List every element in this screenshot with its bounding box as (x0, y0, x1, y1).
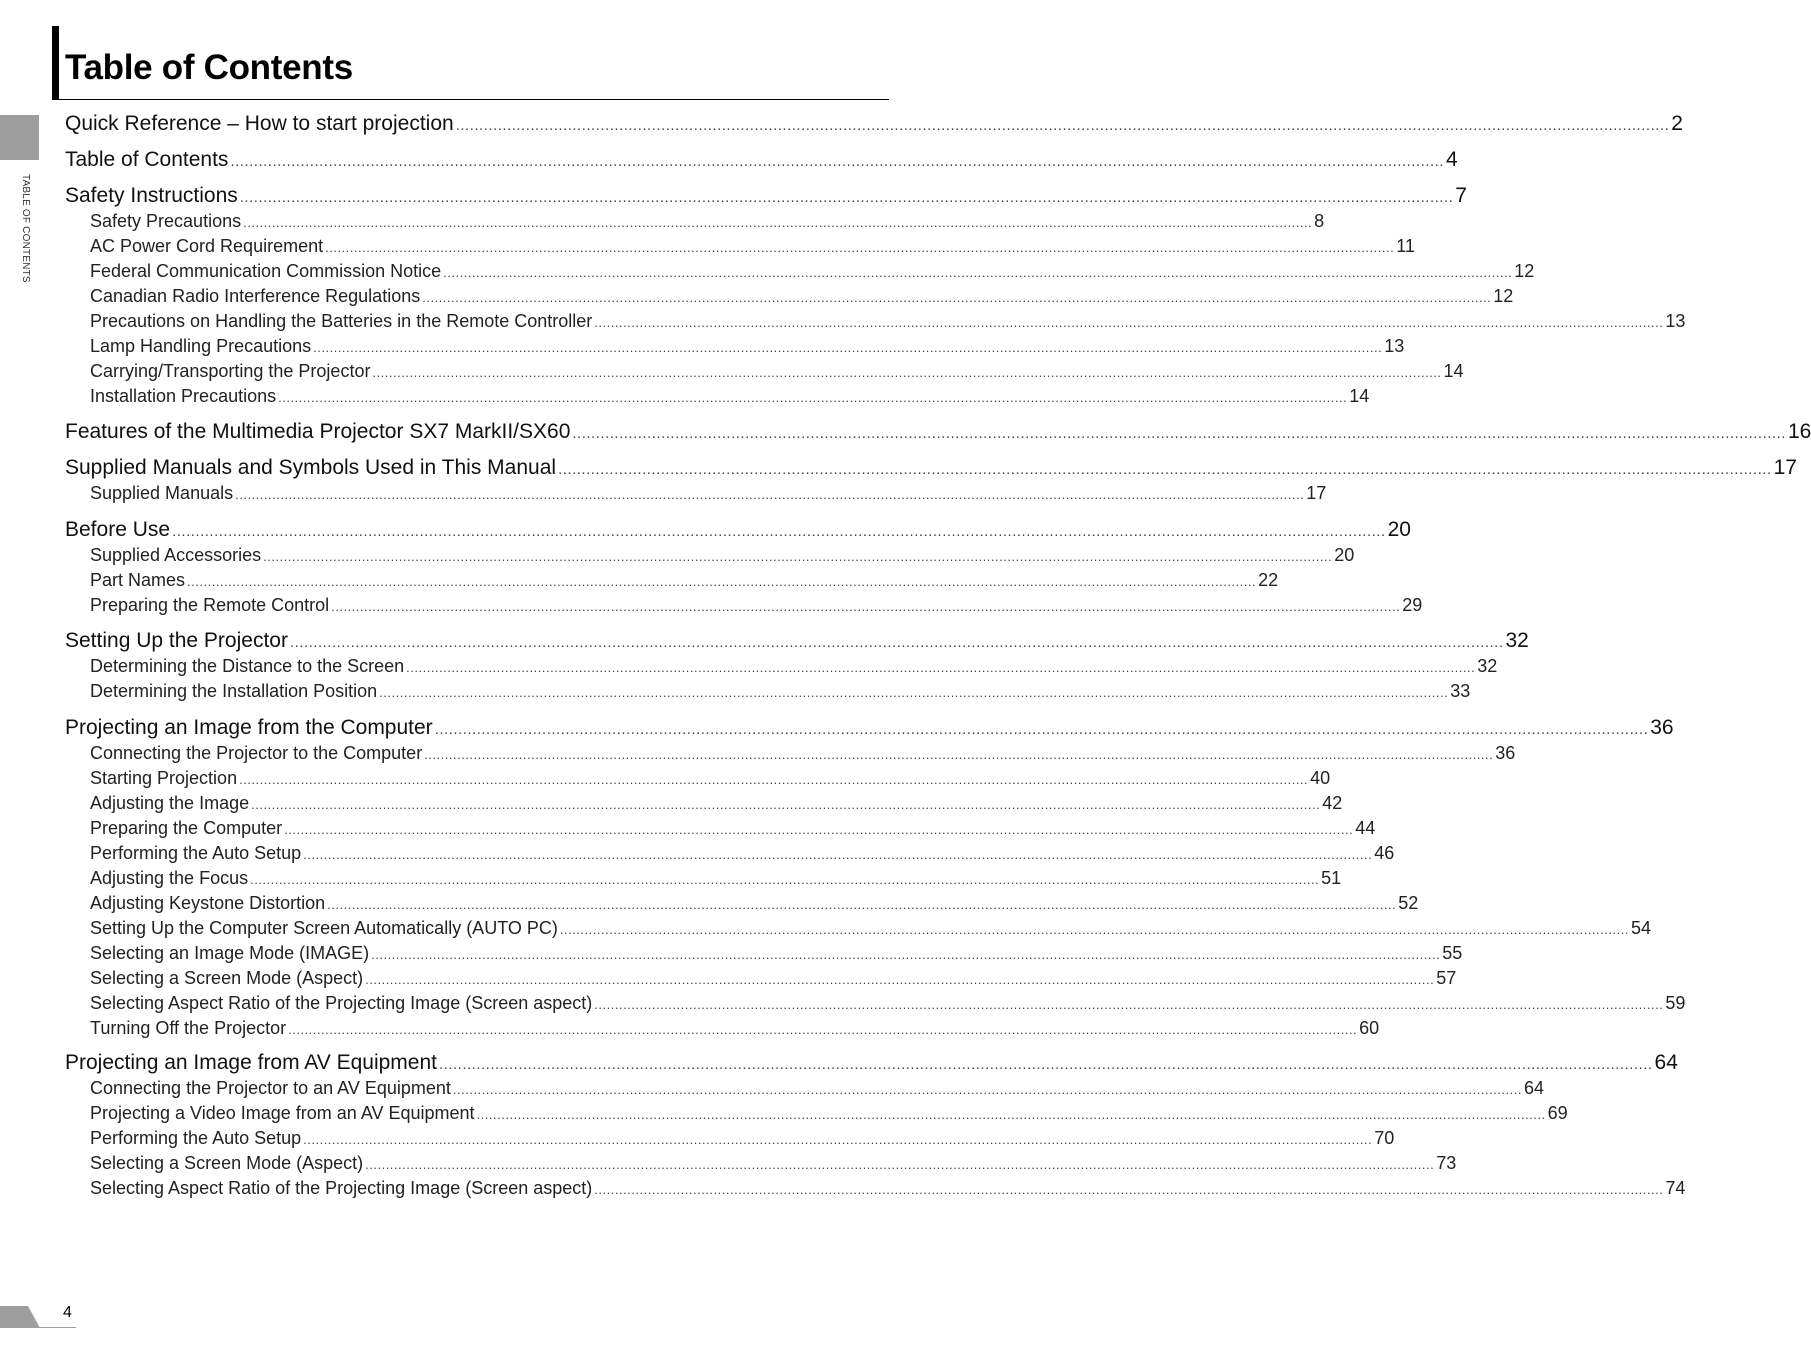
toc-entry-label: Projecting an Image from the Computer (65, 716, 433, 739)
toc-subentry[interactable] (90, 654, 1498, 679)
toc-page-number: 64 (1654, 1051, 1678, 1074)
toc-page-number: 52 (1398, 893, 1419, 913)
toc-page-number: 17 (1306, 483, 1327, 503)
toc-subentry[interactable] (90, 766, 1331, 791)
toc-page-number: 29 (1402, 595, 1423, 615)
toc-subentry[interactable] (90, 941, 1463, 966)
toc-subentry[interactable] (90, 1101, 1568, 1126)
toc-page-number: 36 (1495, 743, 1516, 763)
toc-entry-label: Supplied Manuals (90, 483, 234, 503)
toc-leader-dots: .................................................................................................................................................................................................................................................................... (239, 189, 1454, 206)
toc-entry[interactable] (65, 182, 1467, 210)
toc-leader-dots: .................................................................................................................................................................................................................................................................... (455, 117, 1670, 134)
toc-leader-dots: .................................................................................................................................................................................................................................................................... (327, 897, 1397, 912)
toc-entry-label: Precautions on Handling the Batteries in the Remote Controller (90, 311, 593, 331)
toc-entry-label: Safety Precautions (90, 211, 242, 231)
toc-entry-label: Selecting an Image Mode (IMAGE) (90, 943, 370, 963)
toc-leader-dots: .................................................................................................................................................................................................................................................................... (443, 265, 1513, 280)
toc-entry[interactable] (65, 627, 1529, 655)
toc-page-number: 57 (1436, 968, 1457, 988)
toc-entry[interactable] (65, 418, 1811, 446)
toc-leader-dots: .................................................................................................................................................................................................................................................................... (331, 599, 1401, 614)
toc-leader-dots: .................................................................................................................................................................................................................................................................... (559, 922, 1629, 937)
toc-subentry[interactable] (90, 891, 1419, 916)
toc-page-number: 2 (1671, 112, 1683, 135)
toc-subentry[interactable] (90, 593, 1423, 618)
toc-entry-label: Supplied Accessories (90, 545, 262, 565)
toc-subentry[interactable] (90, 841, 1395, 866)
toc-entry-label: Turning Off the Projector (90, 1018, 287, 1038)
toc-leader-dots: .................................................................................................................................................................................................................................................................... (250, 872, 1320, 887)
toc-leader-dots: .................................................................................................................................................................................................................................................................... (438, 1056, 1653, 1073)
toc-entry-label: Determining the Installation Position (90, 681, 378, 701)
toc-leader-dots: .................................................................................................................................................................................................................................................................... (313, 340, 1383, 355)
toc-leader-dots: .................................................................................................................................................................................................................................................................... (303, 847, 1373, 862)
toc-leader-dots: .................................................................................................................................................................................................................................................................... (372, 365, 1442, 380)
toc-entry-label: AC Power Cord Requirement (90, 236, 324, 256)
toc-entry-label: Part Names (90, 570, 186, 590)
toc-leader-dots: .................................................................................................................................................................................................................................................................... (379, 685, 1449, 700)
toc-leader-dots: .................................................................................................................................................................................................................................................................... (284, 822, 1354, 837)
toc-page-number: 20 (1334, 545, 1355, 565)
toc-page-number: 60 (1359, 1018, 1380, 1038)
toc-entry-label: Starting Projection (90, 768, 238, 788)
toc-subentry[interactable] (90, 916, 1651, 941)
title-underline (52, 99, 889, 100)
title-accent-bar (52, 26, 59, 100)
toc-leader-dots: .................................................................................................................................................................................................................................................................... (594, 315, 1664, 330)
toc-page-number: 59 (1665, 993, 1686, 1013)
toc-entry-label: Selecting a Screen Mode (Aspect) (90, 1153, 364, 1173)
toc-leader-dots: .................................................................................................................................................................................................................................................................... (422, 290, 1492, 305)
toc-entry-label: Performing the Auto Setup (90, 1128, 302, 1148)
toc-subentry[interactable] (90, 1176, 1686, 1201)
toc-leader-dots: .................................................................................................................................................................................................................................................................... (187, 574, 1257, 589)
toc-page-number: 44 (1355, 818, 1376, 838)
toc-leader-dots: .................................................................................................................................................................................................................................................................... (452, 1082, 1522, 1097)
toc-entry-label: Preparing the Computer (90, 818, 283, 838)
toc-subentry[interactable] (90, 384, 1370, 409)
toc-page-number: 12 (1493, 286, 1514, 306)
page-number: 4 (63, 1304, 72, 1321)
page-title: Table of Contents (65, 48, 353, 87)
toc-entry-label: Quick Reference – How to start projection (65, 112, 454, 135)
toc-subentry[interactable] (90, 284, 1514, 309)
toc-subentry[interactable] (90, 741, 1516, 766)
toc-entry-label: Performing the Auto Setup (90, 843, 302, 863)
toc-page-number: 16 (1787, 420, 1811, 443)
toc-page-number: 74 (1665, 1178, 1686, 1198)
toc-subentry[interactable] (90, 334, 1405, 359)
toc-page-number: 8 (1314, 211, 1325, 231)
toc-subentry[interactable] (90, 816, 1376, 841)
toc-page-number: 42 (1322, 793, 1343, 813)
toc-entry-label: Projecting an Image from AV Equipment (65, 1051, 437, 1074)
toc-entry-label: Federal Communication Commission Notice (90, 261, 442, 281)
toc-subentry[interactable] (90, 259, 1535, 284)
toc-subentry[interactable] (90, 481, 1327, 506)
toc-entry-label: Connecting the Projector to an AV Equipment (90, 1078, 451, 1098)
toc-leader-dots: .................................................................................................................................................................................................................................................................... (434, 721, 1649, 738)
toc-page-number: 4 (1445, 148, 1458, 171)
toc-page-number: 17 (1773, 456, 1797, 479)
toc-page-number: 32 (1505, 629, 1529, 652)
toc-leader-dots: .................................................................................................................................................................................................................................................................... (572, 425, 1786, 442)
toc-page-number: 22 (1258, 570, 1279, 590)
toc-leader-dots: .................................................................................................................................................................................................................................................................... (263, 549, 1333, 564)
toc-entry[interactable] (65, 1049, 1678, 1077)
toc-page-number: 11 (1396, 236, 1415, 256)
toc-entry[interactable] (65, 146, 1458, 174)
toc-subentry[interactable] (90, 209, 1325, 234)
toc-page-number: 14 (1443, 361, 1464, 381)
toc-leader-dots: .................................................................................................................................................................................................................................................................... (558, 461, 1772, 478)
toc-leader-dots: .................................................................................................................................................................................................................................................................... (239, 772, 1309, 787)
toc-page-number: 64 (1523, 1078, 1544, 1098)
toc-page-number: 54 (1630, 918, 1651, 938)
toc-entry-label: Carrying/Transporting the Projector (90, 361, 371, 381)
toc-subentry[interactable] (90, 1016, 1380, 1041)
toc-entry[interactable] (65, 454, 1797, 482)
toc-leader-dots: .................................................................................................................................................................................................................................................................... (406, 660, 1476, 675)
toc-leader-dots: .................................................................................................................................................................................................................................................................... (594, 1182, 1664, 1197)
toc-subentry[interactable] (90, 679, 1471, 704)
toc-page-number: 51 (1321, 868, 1342, 888)
toc-page-number: 40 (1310, 768, 1331, 788)
toc-entry-label: Preparing the Remote Control (90, 595, 330, 615)
toc-subentry[interactable] (90, 866, 1342, 891)
toc-page-number: 46 (1374, 843, 1395, 863)
toc-leader-dots: .................................................................................................................................................................................................................................................................... (325, 240, 1395, 255)
toc-leader-dots: .................................................................................................................................................................................................................................................................... (365, 972, 1435, 987)
section-tab-marker (0, 115, 39, 160)
toc-leader-dots: .................................................................................................................................................................................................................................................................... (230, 153, 1444, 170)
toc-subentry[interactable] (90, 1126, 1395, 1151)
toc-entry[interactable] (65, 110, 1683, 138)
toc-subentry[interactable] (90, 1076, 1544, 1101)
toc-subentry[interactable] (90, 543, 1355, 568)
toc-entry-label: Determining the Distance to the Screen (90, 656, 405, 676)
toc-entry-label: Projecting a Video Image from an AV Equipment (90, 1103, 475, 1123)
toc-subentry[interactable] (90, 359, 1464, 384)
toc-leader-dots: .................................................................................................................................................................................................................................................................... (303, 1132, 1373, 1147)
toc-page-number: 73 (1436, 1153, 1457, 1173)
toc-page-number: 69 (1547, 1103, 1568, 1123)
toc-page-number: 7 (1455, 184, 1467, 207)
toc-leader-dots: .................................................................................................................................................................................................................................................................... (172, 523, 1386, 540)
toc-entry-label: Adjusting the Image (90, 793, 250, 813)
toc-entry-label: Setting Up the Projector (65, 629, 288, 652)
toc-entry-label: Safety Instructions (65, 184, 238, 207)
toc-page-number: 33 (1450, 681, 1471, 701)
toc-entry-label: Adjusting the Focus (90, 868, 249, 888)
toc-leader-dots: .................................................................................................................................................................................................................................................................... (365, 1157, 1435, 1172)
toc-page-number: 20 (1387, 518, 1411, 541)
toc-entry-label: Setting Up the Computer Screen Automatically (AUTO PC) (90, 918, 558, 938)
toc-entry-label: Table of Contents (65, 148, 229, 171)
toc-page-number: 55 (1442, 943, 1463, 963)
toc-page-number: 70 (1374, 1128, 1395, 1148)
toc-entry-label: Before Use (65, 518, 171, 541)
toc-page-number: 32 (1477, 656, 1498, 676)
toc-subentry[interactable] (90, 568, 1279, 593)
toc-page-number: 13 (1384, 336, 1405, 356)
toc-entry-label: Installation Precautions (90, 386, 277, 406)
toc-entry-label: Canadian Radio Interference Regulations (90, 286, 421, 306)
toc-subentry[interactable] (90, 1151, 1457, 1176)
toc-entry-label: Selecting a Screen Mode (Aspect) (90, 968, 364, 988)
toc-entry-label: Connecting the Projector to the Computer (90, 743, 423, 763)
toc-page-number: 13 (1665, 311, 1686, 331)
toc-subentry[interactable] (90, 234, 1415, 259)
toc-leader-dots: .................................................................................................................................................................................................................................................................... (424, 747, 1494, 762)
toc-entry-label: Supplied Manuals and Symbols Used in This Manual (65, 456, 557, 479)
toc-page-number: 36 (1650, 716, 1674, 739)
toc-leader-dots: .................................................................................................................................................................................................................................................................... (235, 487, 1305, 502)
toc-leader-dots: .................................................................................................................................................................................................................................................................... (278, 390, 1348, 405)
toc-subentry[interactable] (90, 309, 1686, 334)
toc-leader-dots: .................................................................................................................................................................................................................................................................... (594, 997, 1664, 1012)
toc-entry-label: Lamp Handling Precautions (90, 336, 312, 356)
toc-entry[interactable] (65, 516, 1411, 544)
toc-leader-dots: .................................................................................................................................................................................................................................................................... (288, 1022, 1358, 1037)
toc-entry-label: Adjusting Keystone Distortion (90, 893, 326, 913)
toc-entry-label: Selecting Aspect Ratio of the Projecting Image (Screen aspect) (90, 993, 593, 1013)
toc-leader-dots: .................................................................................................................................................................................................................................................................... (251, 797, 1321, 812)
toc-subentry[interactable] (90, 791, 1343, 816)
toc-leader-dots: .................................................................................................................................................................................................................................................................... (476, 1107, 1546, 1122)
side-section-label: TABLE OF CONTENTS (20, 174, 31, 283)
toc-subentry[interactable] (90, 966, 1457, 991)
toc-leader-dots: .................................................................................................................................................................................................................................................................... (371, 947, 1441, 962)
toc-entry-label: Features of the Multimedia Projector SX7 MarkII/SX60 (65, 420, 571, 443)
toc-leader-dots: .................................................................................................................................................................................................................................................................... (289, 634, 1504, 651)
toc-subentry[interactable] (90, 991, 1686, 1016)
toc-page-number: 12 (1514, 261, 1535, 281)
toc-page-number: 14 (1349, 386, 1370, 406)
toc-entry[interactable] (65, 714, 1674, 742)
toc-entry-label: Selecting Aspect Ratio of the Projecting Image (Screen aspect) (90, 1178, 593, 1198)
toc-leader-dots: .................................................................................................................................................................................................................................................................... (243, 215, 1313, 230)
